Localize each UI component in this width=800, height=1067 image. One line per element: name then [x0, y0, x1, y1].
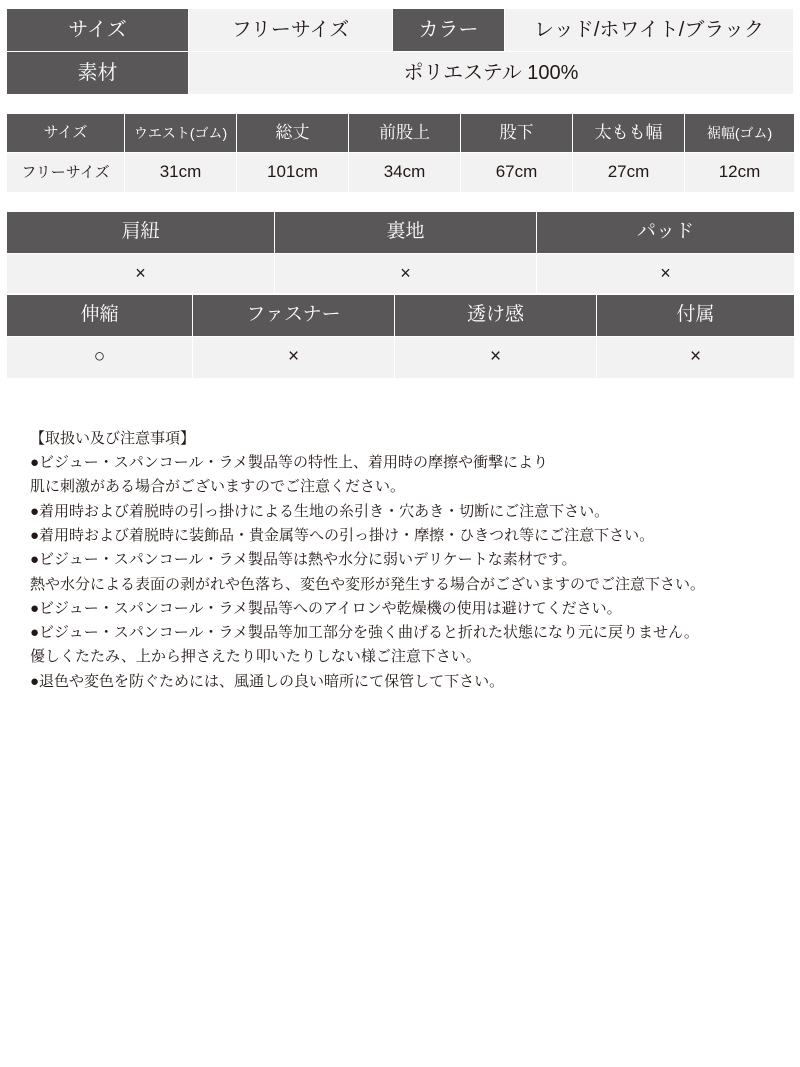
measure-header-size: サイズ — [7, 114, 125, 153]
feature-value-accessory: × — [597, 336, 795, 378]
table-row — [7, 52, 794, 95]
spec-label-size: サイズ — [7, 9, 189, 52]
measure-value-hem-width: 12cm — [685, 153, 795, 192]
measure-header-total-length: 総丈 — [237, 114, 349, 153]
care-notes-title: 【取扱い及び注意事項】 — [30, 429, 196, 447]
feature-header-stretch: 伸縮 — [7, 295, 193, 337]
feature-header-accessory: 付属 — [597, 295, 795, 337]
feature-value-sheerness: × — [395, 336, 597, 378]
table-row — [7, 9, 794, 52]
spec-label-color: カラー — [393, 9, 505, 52]
feature-header-pad: パッド — [537, 211, 795, 253]
measure-header-waist: ウエスト(ゴム) — [125, 114, 237, 153]
table-row — [7, 114, 795, 153]
measurement-table — [6, 113, 795, 193]
spec-label-material: 素材 — [7, 52, 189, 95]
measure-header-thigh-width: 太もも幅 — [573, 114, 685, 153]
care-note-line: ●退色や変色を防ぐためには、風通しの良い暗所にて保管して下さい。 — [30, 672, 505, 690]
measure-value-front-rise: 34cm — [349, 153, 461, 192]
care-note-line: ●着用時および着脱時の引っ掛けによる生地の糸引き・穴あき・切断にご注意下さい。 — [30, 502, 610, 520]
measure-header-inseam: 股下 — [461, 114, 573, 153]
measure-header-hem-width: 裾幅(ゴム) — [685, 114, 795, 153]
feature-value-stretch: ○ — [7, 336, 193, 378]
care-note-line: 熱や水分による表面の剥がれや色落ち、変色や変形が発生する場合がございますのでご注意下さい。 — [30, 575, 706, 593]
table-row — [7, 295, 795, 337]
table-row — [7, 253, 795, 294]
feature-header-shoulder-strap: 肩紐 — [7, 211, 275, 253]
spec-value-color: レッド/ホワイト/ブラック — [505, 9, 794, 52]
feature-value-zipper: × — [193, 336, 395, 378]
spec-table — [6, 8, 794, 95]
care-note-line: ●ビジュー・スパンコール・ラメ製品等は熱や水分に弱いデリケートな素材です。 — [30, 551, 577, 569]
measure-value-waist: 31cm — [125, 153, 237, 192]
care-notes — [30, 427, 794, 694]
spec-value-material: ポリエステル 100% — [189, 52, 794, 95]
care-note-line: 肌に刺激がある場合がございますのでご注意ください。 — [30, 478, 406, 496]
feature-table-upper — [6, 211, 795, 294]
care-note-line: 優しくたたみ、上から押さえたり叩いたりしない様ご注意下さい。 — [30, 648, 481, 666]
care-note-line: ●ビジュー・スパンコール・ラメ製品等の特性上、着用時の摩擦や衝撃により — [30, 454, 549, 472]
feature-header-lining: 裏地 — [275, 211, 537, 253]
table-row — [7, 211, 795, 253]
table-row — [7, 153, 795, 192]
feature-value-pad: × — [537, 253, 795, 294]
spec-value-size: フリーサイズ — [189, 9, 393, 52]
measure-value-size: フリーサイズ — [7, 153, 125, 192]
feature-header-zipper: ファスナー — [193, 295, 395, 337]
feature-header-sheerness: 透け感 — [395, 295, 597, 337]
care-note-line: ●ビジュー・スパンコール・ラメ製品等加工部分を強く曲げると折れた状態になり元に戻りません。 — [30, 624, 699, 642]
feature-value-lining: × — [275, 253, 537, 294]
feature-table-lower — [6, 294, 795, 379]
measure-value-inseam: 67cm — [461, 153, 573, 192]
care-note-line: ●ビジュー・スパンコール・ラメ製品等へのアイロンや乾燥機の使用は避けてください。 — [30, 599, 622, 617]
measure-value-thigh-width: 27cm — [573, 153, 685, 192]
measure-header-front-rise: 前股上 — [349, 114, 461, 153]
feature-value-shoulder-strap: × — [7, 253, 275, 294]
measure-value-total-length: 101cm — [237, 153, 349, 192]
table-row — [7, 336, 795, 378]
care-note-line: ●着用時および着脱時に装飾品・貴金属等への引っ掛け・摩擦・ひきつれ等にご注意下さい。 — [30, 526, 655, 544]
